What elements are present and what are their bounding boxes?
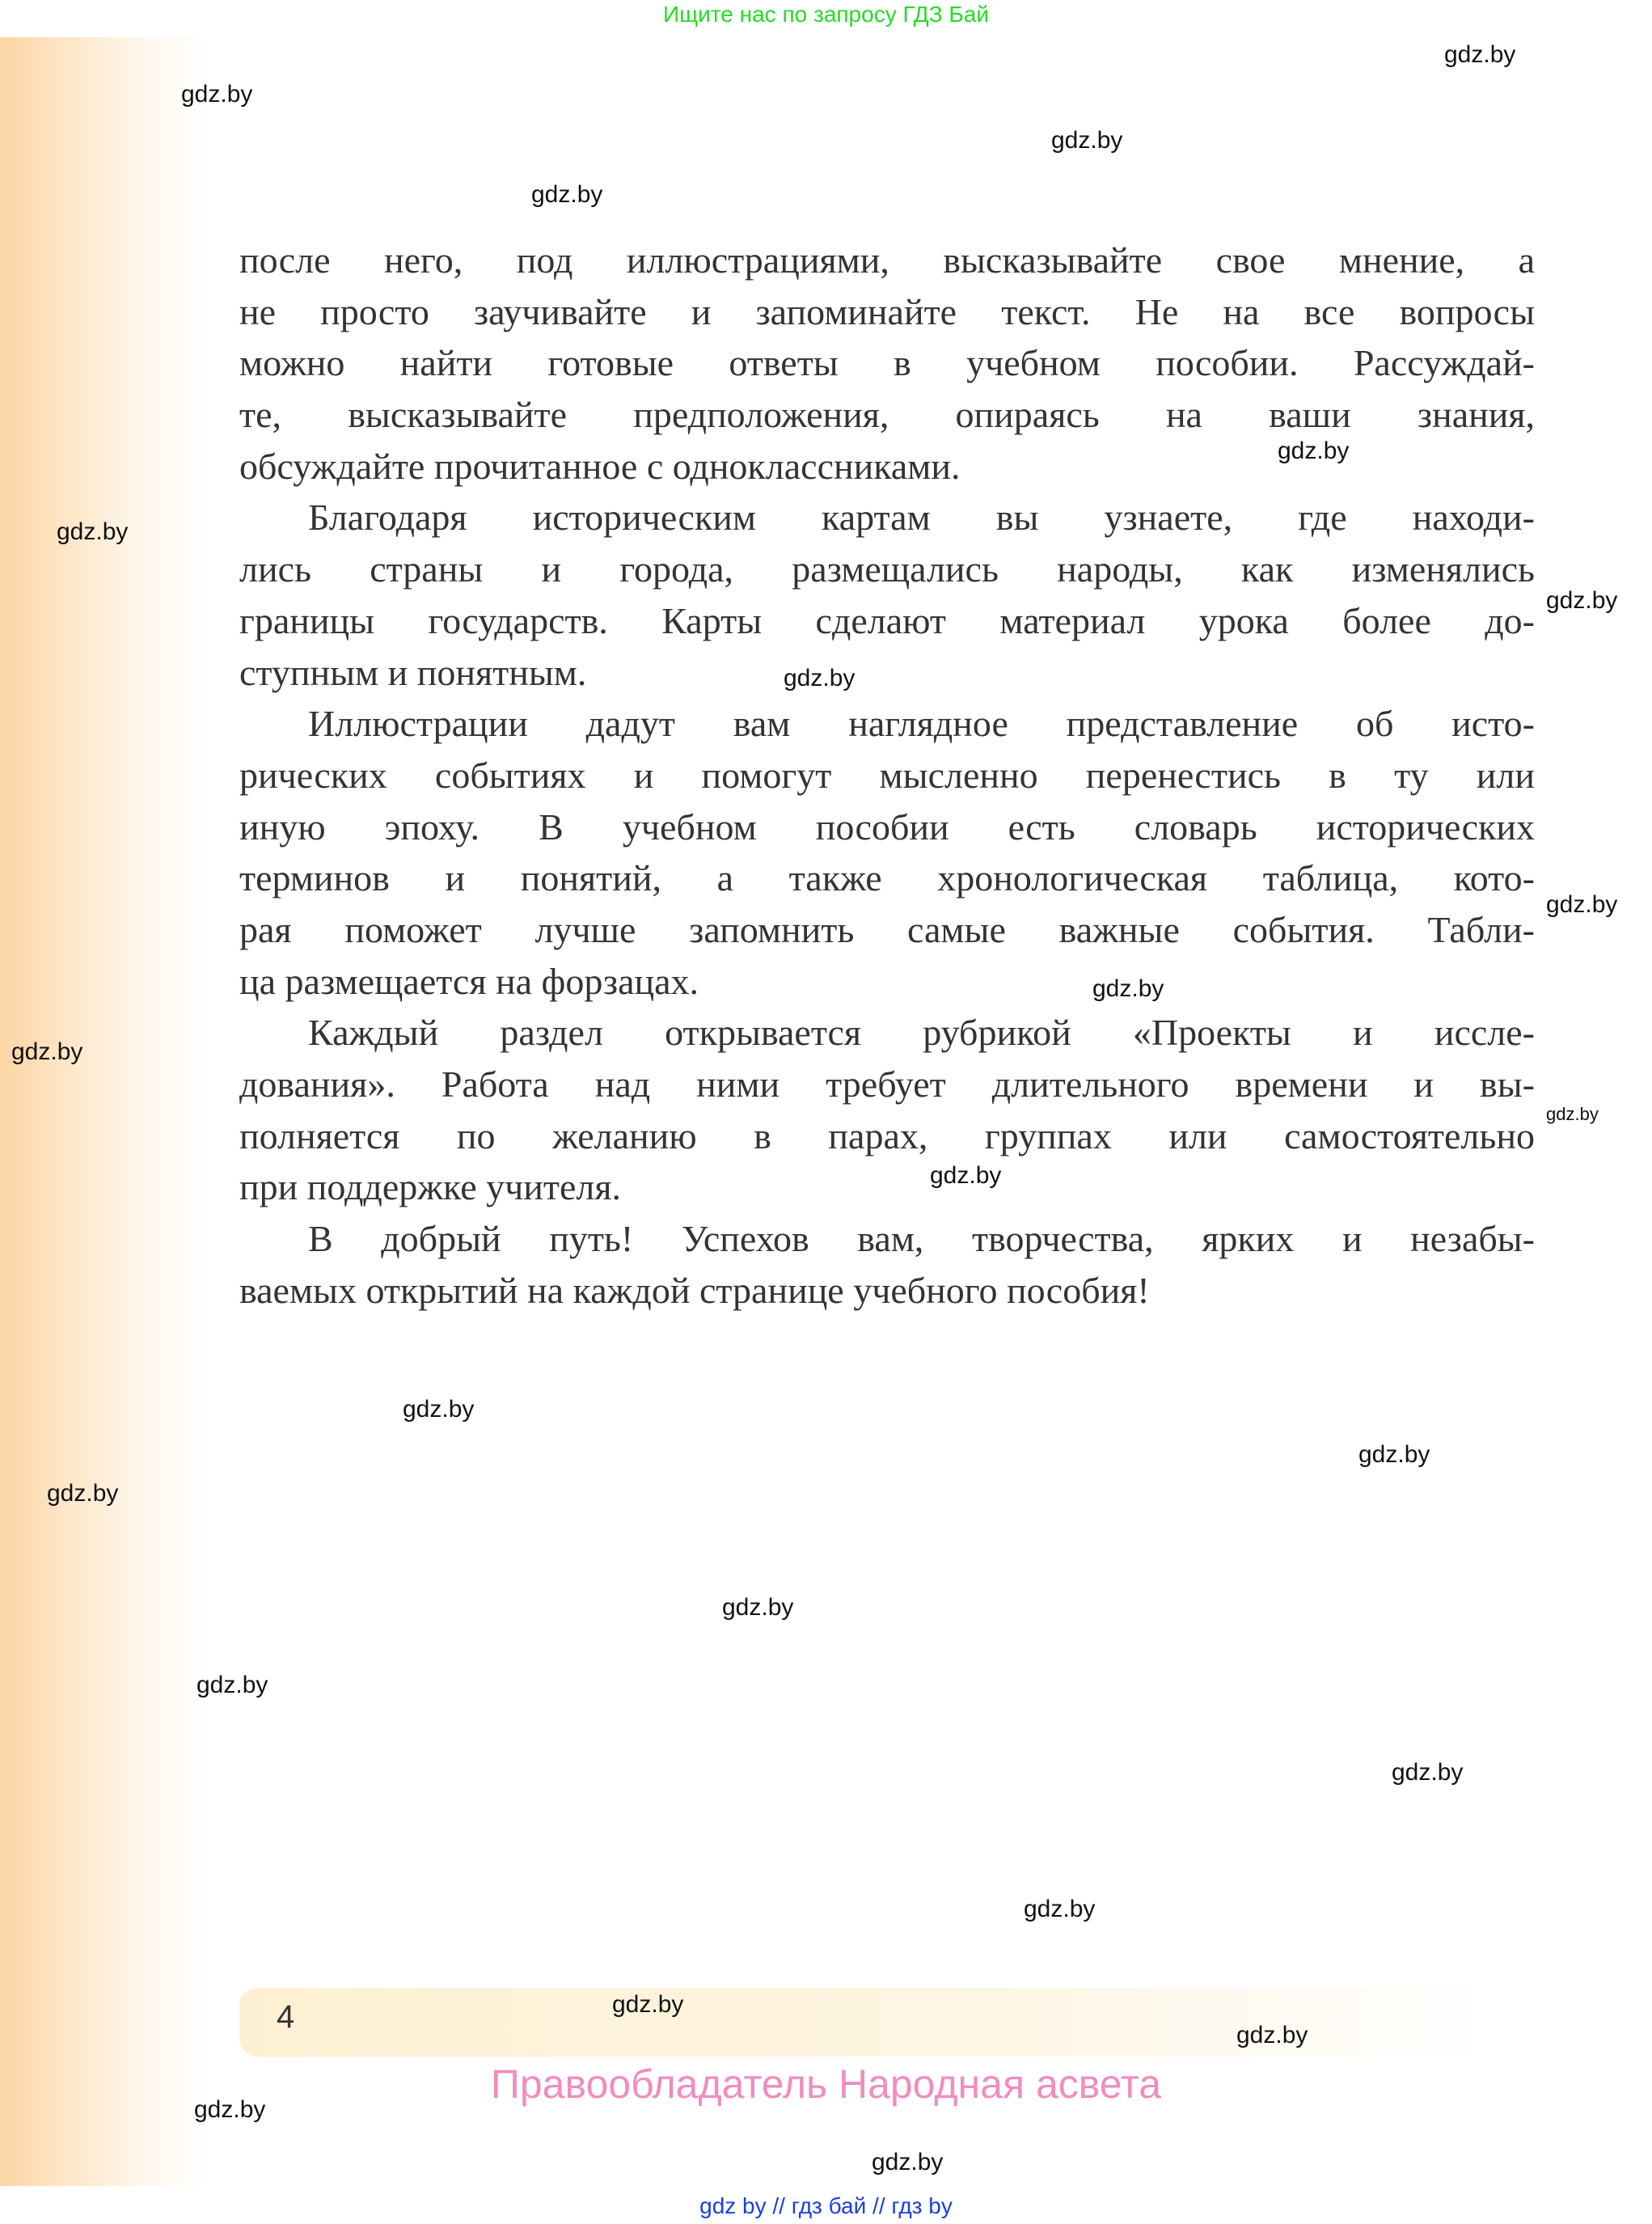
watermark: gdz.by [1444,41,1516,68]
text-line: ваемых открытий на каждой странице учебного пособия! [239,1269,1150,1311]
text-line: дования». Работа над ними требует длительного времени и вы- [239,1063,1535,1105]
text-line: не просто заучивайте и запоминайте текст. Не на все вопросы [239,290,1535,332]
watermark: gdz.by [722,1594,794,1621]
watermark: gdz.by [872,2149,944,2175]
body-text [239,235,1535,1316]
text-line: иную эпоху. В учебном пособии есть словарь исторических [239,805,1535,848]
watermark: gdz.by [1392,1759,1464,1786]
text-line: ступным и понятным. [239,651,587,693]
watermark: gdz.by [1546,1104,1599,1124]
watermark: gdz.by [784,665,856,691]
page-number: 4 [277,1999,295,2035]
watermark: gdz.by [1092,975,1164,1002]
page-edge-strip [0,37,210,2186]
text-line: после него, под иллюстрациями, высказывайте свое мнение, а [239,239,1535,281]
footer-links[interactable]: gdz by // гдз бай // гдз by [699,2193,953,2218]
text-line: рических событиях и помогут мысленно перенестись в ту или [239,754,1535,796]
watermark: gdz.by [1024,1896,1096,1922]
text-line: обсуждайте прочитанное с одноклассниками. [239,445,961,487]
text-line: границы государств. Карты сделают материал урока более до- [239,599,1535,641]
text-line: терминов и понятий, а также хронологическая таблица, кото- [239,857,1535,899]
watermark: gdz.by [194,2096,266,2123]
text-line: полняется по желанию в парах, группах или самостоятельно [239,1114,1535,1156]
text-line: Благодаря историческим картам вы узнаете, где находи- [308,497,1535,539]
watermark: gdz.by [11,1038,83,1065]
text-line: ца размещается на форзацах. [239,960,699,1002]
watermark: gdz.by [1546,587,1618,614]
rights-holder: Правообладатель Народная асвета [490,2061,1162,2107]
watermark: gdz.by [1051,127,1123,154]
watermark: gdz.by [403,1396,475,1423]
watermark: gdz.by [196,1672,268,1698]
text-line: Иллюстрации дадут вам наглядное представление об исто- [308,703,1535,745]
search-banner: Ищите нас по запросу ГДЗ Бай [662,2,990,27]
text-line: при поддержке учителя. [239,1166,622,1208]
text-line: Каждый раздел открывается рубрикой «Проекты и иссле- [308,1012,1535,1054]
watermark: gdz.by [181,81,253,108]
text-line: рая поможет лучше запомнить самые важные события. Табли- [239,908,1535,950]
watermark: gdz.by [1236,2022,1308,2049]
watermark: gdz.by [1358,1441,1430,1468]
watermark: gdz.by [1546,891,1618,918]
watermark: gdz.by [930,1162,1002,1189]
text-line: можно найти готовые ответы в учебном пособии. Рассуждай- [239,342,1535,384]
watermark: gdz.by [57,518,129,545]
watermark: gdz.by [47,1480,119,1507]
watermark: gdz.by [531,181,603,208]
watermark: gdz.by [1278,438,1350,464]
text-line: В добрый путь! Успехов вам, творчества, ярких и незабы- [308,1218,1535,1260]
watermark: gdz.by [612,1991,684,2018]
text-line: лись страны и города, размещались народы, как изменялись [239,548,1535,590]
text-line: те, высказывайте предположения, опираясь на ваши знания, [239,394,1535,436]
